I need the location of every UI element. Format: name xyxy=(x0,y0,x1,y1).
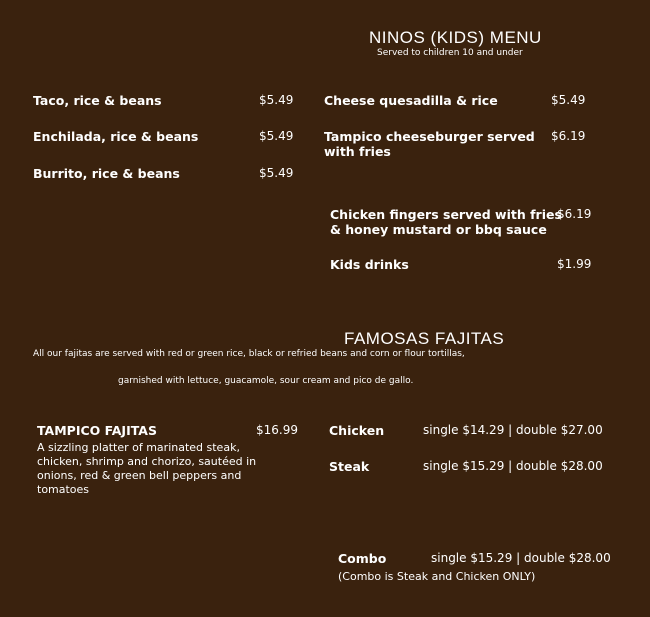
chicken-fingers-line1: Chicken fingers served with fries xyxy=(330,207,562,222)
price-taco: $5.49 xyxy=(259,93,294,107)
kids-menu-subtitle: Served to children 10 and under xyxy=(377,48,523,58)
price-cheeseburger: $6.19 xyxy=(551,129,586,143)
price-enchilada: $5.49 xyxy=(259,129,294,143)
price-quesadilla: $5.49 xyxy=(551,93,586,107)
cheeseburger-line1: Tampico cheeseburger served xyxy=(324,129,535,144)
menu-item-chicken-fingers xyxy=(330,207,562,237)
menu-item-combo-fajita: Combo xyxy=(338,551,387,566)
kids-menu-title: NINOS (KIDS) MENU xyxy=(369,28,542,47)
fajitas-note-line2: garnished with lettuce, guacamole, sour cream and pico de gallo. xyxy=(118,376,414,386)
combo-note: (Combo is Steak and Chicken ONLY) xyxy=(338,570,536,583)
tampico-fajitas-description xyxy=(37,441,256,497)
price-chicken-fingers: $6.19 xyxy=(557,207,592,221)
tampico-desc-line: tomatoes xyxy=(37,483,90,496)
tampico-desc-line: chicken, shrimp and chorizo, sautéed in xyxy=(37,455,257,468)
tampico-desc-line: onions, red & green bell peppers and xyxy=(37,469,242,482)
tampico-desc-line: A sizzling platter of marinated steak, xyxy=(37,441,240,454)
menu-item-tampico-fajitas: TAMPICO FAJITAS xyxy=(37,423,157,438)
fajitas-title: FAMOSAS FAJITAS xyxy=(344,329,505,348)
price-chicken-fajita: single $14.29 | double $27.00 xyxy=(423,423,603,437)
menu-item-kids-drinks: Kids drinks xyxy=(330,257,409,272)
menu-item-chicken-fajita: Chicken xyxy=(329,423,385,438)
menu-item-taco: Taco, rice & beans xyxy=(33,93,162,108)
price-tampico-fajitas: $16.99 xyxy=(256,423,298,437)
menu-item-cheeseburger xyxy=(324,129,535,159)
price-combo-fajita: single $15.29 | double $28.00 xyxy=(431,551,611,565)
fajitas-note-line1: All our fajitas are served with red or green rice, black or refried beans and corn or flour tortillas, xyxy=(33,349,465,359)
menu-item-enchilada: Enchilada, rice & beans xyxy=(33,129,199,144)
cheeseburger-line2: with fries xyxy=(324,144,391,159)
menu-item-burrito: Burrito, rice & beans xyxy=(33,166,180,181)
price-steak-fajita: single $15.29 | double $28.00 xyxy=(423,459,603,473)
menu-item-quesadilla: Cheese quesadilla & rice xyxy=(324,93,498,108)
price-kids-drinks: $1.99 xyxy=(557,257,592,271)
chicken-fingers-line2: & honey mustard or bbq sauce xyxy=(330,222,547,237)
price-burrito: $5.49 xyxy=(259,166,294,180)
menu-item-steak-fajita: Steak xyxy=(329,459,370,474)
